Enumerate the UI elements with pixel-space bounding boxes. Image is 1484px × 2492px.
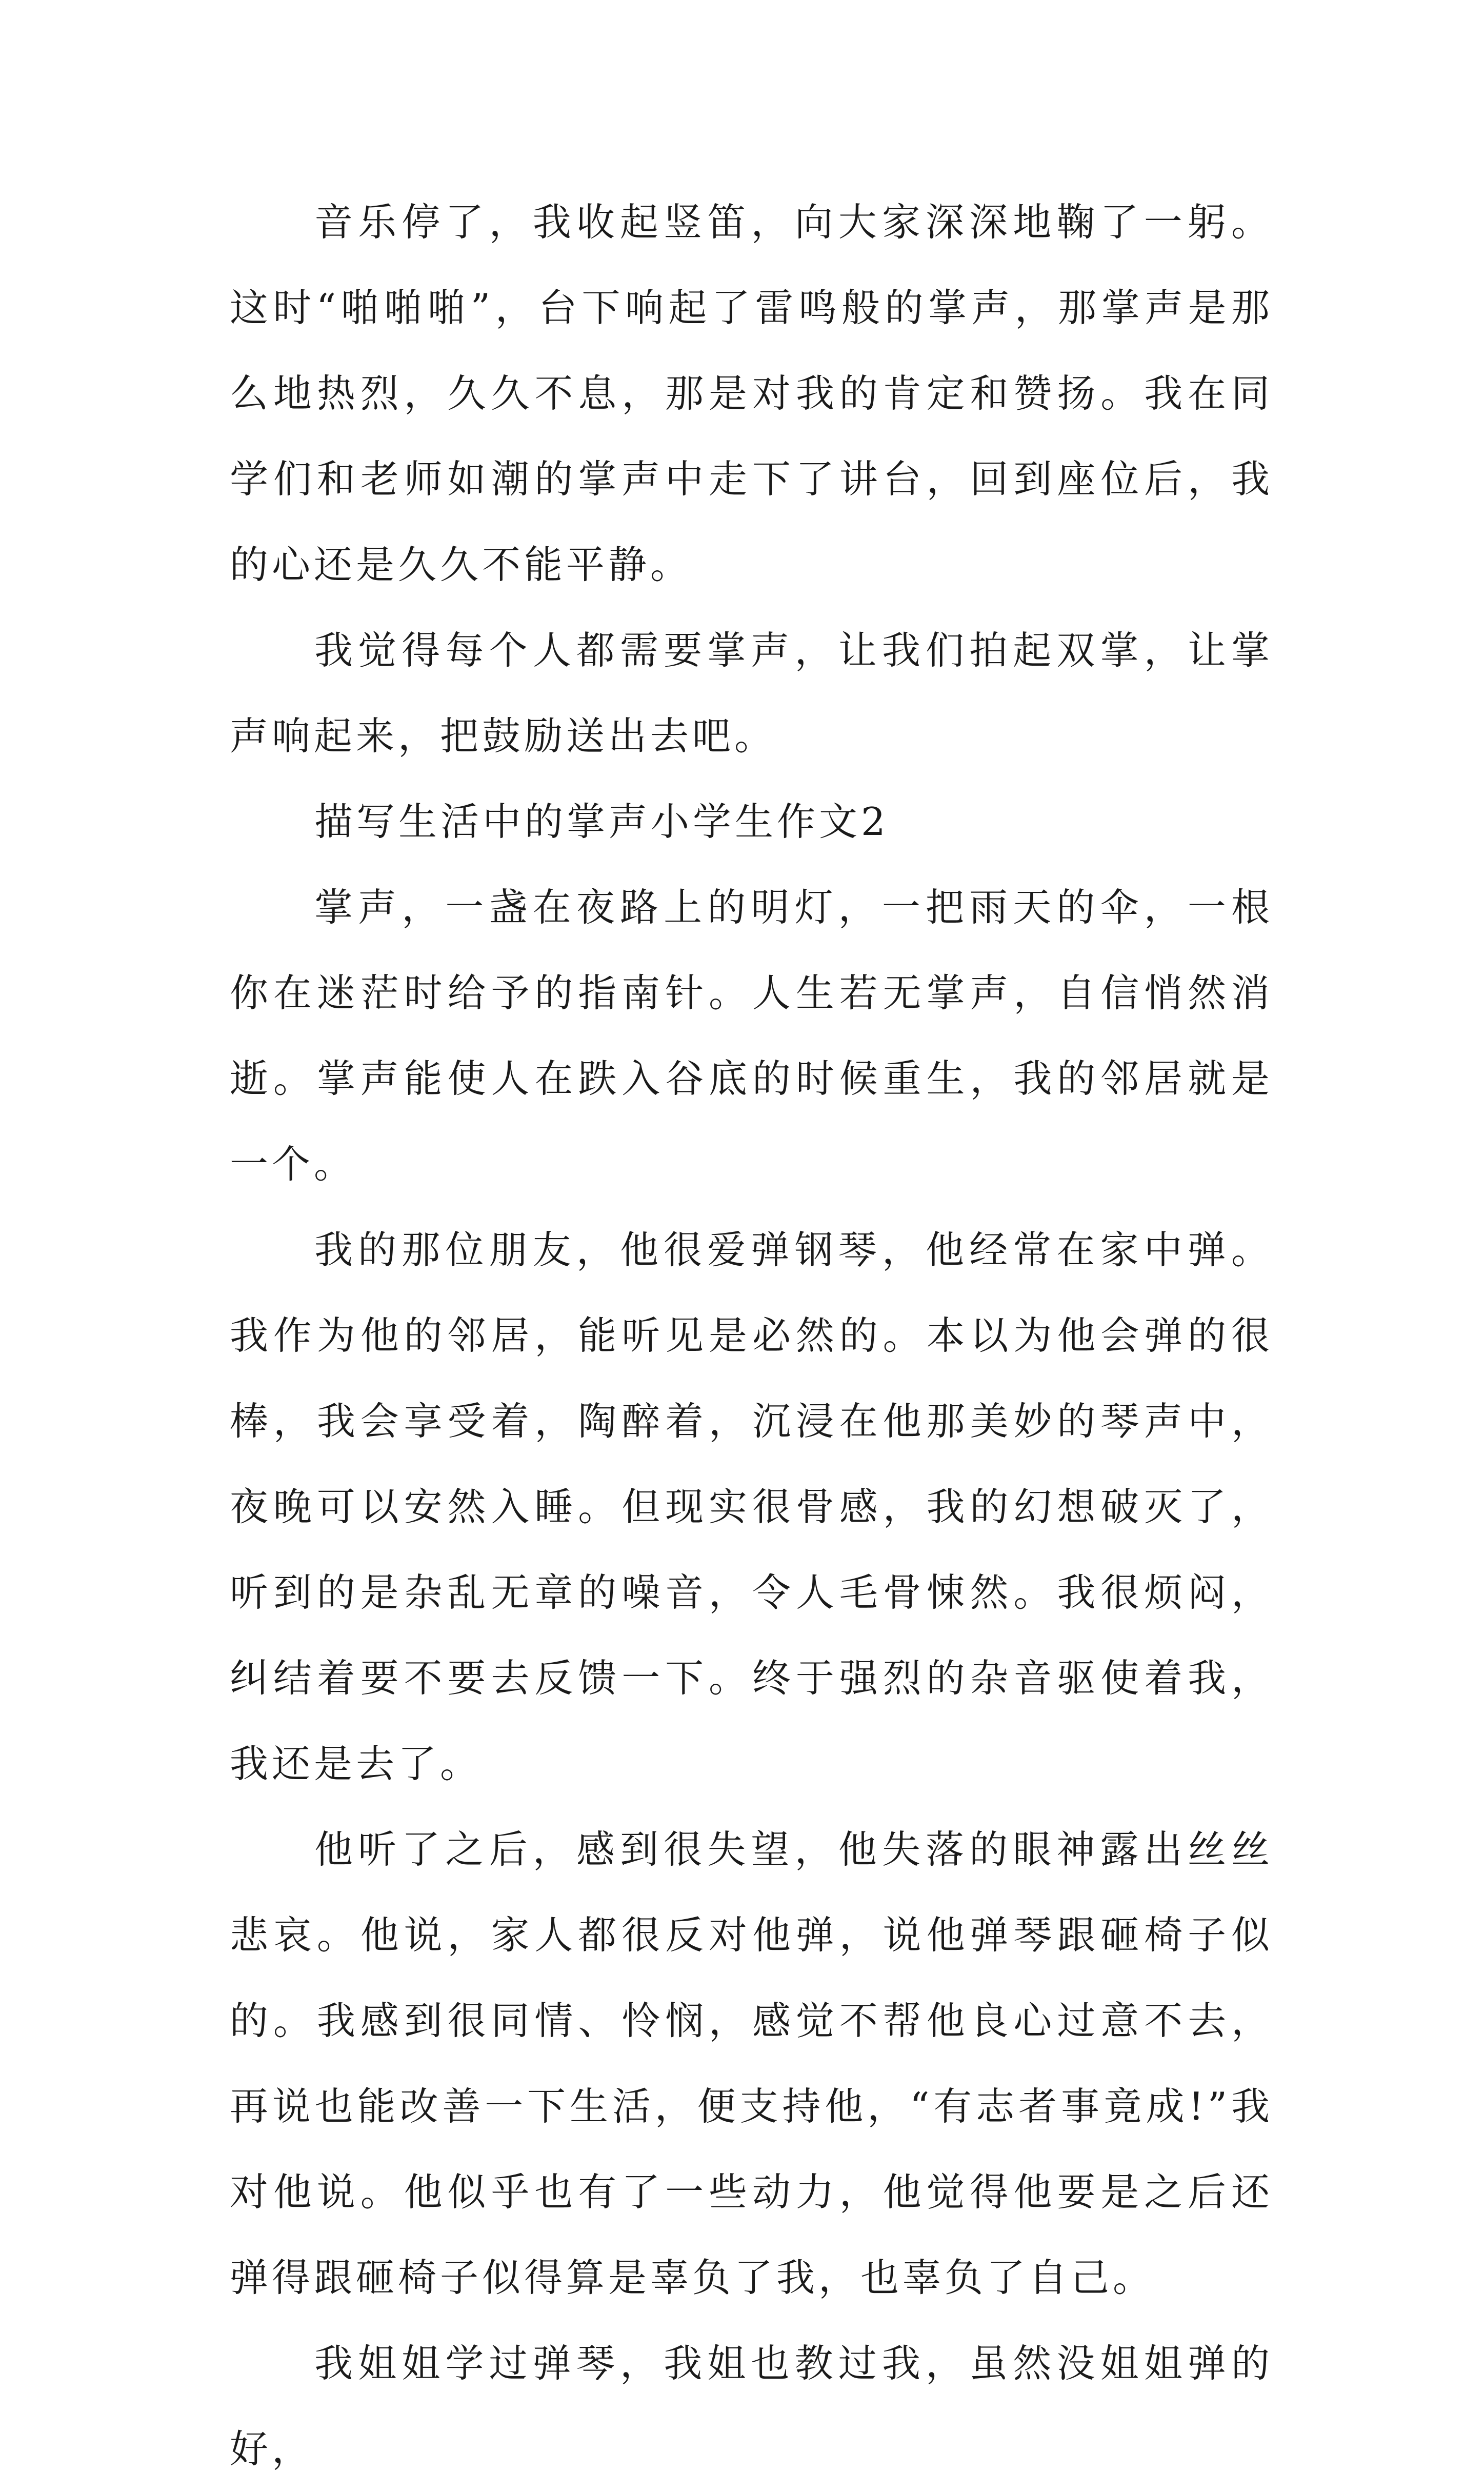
paragraph-encouragement: 他听了之后，感到很失望，他失落的眼神露出丝丝悲哀。他说，家人都很反对他弹，说他弹琴跟砸椅子似的。我感到很同情、怜悯，感觉不帮他良心过意不去，再说也能改善一下生活，便支持他，“有志者事竟成!”我对他说。他似乎也有了一些动力，他觉得他要是之后还弹得跟砸椅子似得算是辜负了我，也辜负了自己。 (230, 1827, 1273, 2300)
essay-title: 描写生活中的掌声小学生作文2 (314, 799, 889, 844)
paragraph-sister: 我姐姐学过弹琴，我姐也教过我，虽然没姐姐弹的好， (230, 2341, 1273, 2471)
paragraph-applause-ending: 音乐停了，我收起竖笛，向大家深深地鞠了一躬。这时“啪啪啪”，台下响起了雷鸣般的掌声，那掌声是那么地热烈，久久不息，那是对我的肯定和赞扬。我在同学们和老师如潮的掌声中走下了讲台，回到座位后，我的心还是久久不能平静。 (230, 200, 1273, 587)
paragraph-neighbor-piano: 我的那位朋友，他很爱弹钢琴，他经常在家中弹。我作为他的邻居，能听见是必然的。本以为他会弹的很棒，我会享受着，陶醉着，沉浸在他那美妙的琴声中，夜晚可以安然入睡。但现实很骨感，我的幻想破灭了，听到的是杂乱无章的噪音，令人毛骨悚然。我很烦闷，纠结着要不要去反馈一下。终于强烈的杂音驱使着我，我还是去了。 (230, 1227, 1273, 1786)
paragraph-intro: 掌声，一盏在夜路上的明灯，一把雨天的伞，一根你在迷茫时给予的指南针。人生若无掌声，自信悄然消逝。掌声能使人在跌入谷底的时候重生，我的邻居就是一个。 (230, 885, 1273, 1187)
essay-body (230, 180, 1273, 2492)
paragraph-conclusion: 我觉得每个人都需要掌声，让我们拍起双掌，让掌声响起来，把鼓励送出去吧。 (230, 628, 1273, 759)
